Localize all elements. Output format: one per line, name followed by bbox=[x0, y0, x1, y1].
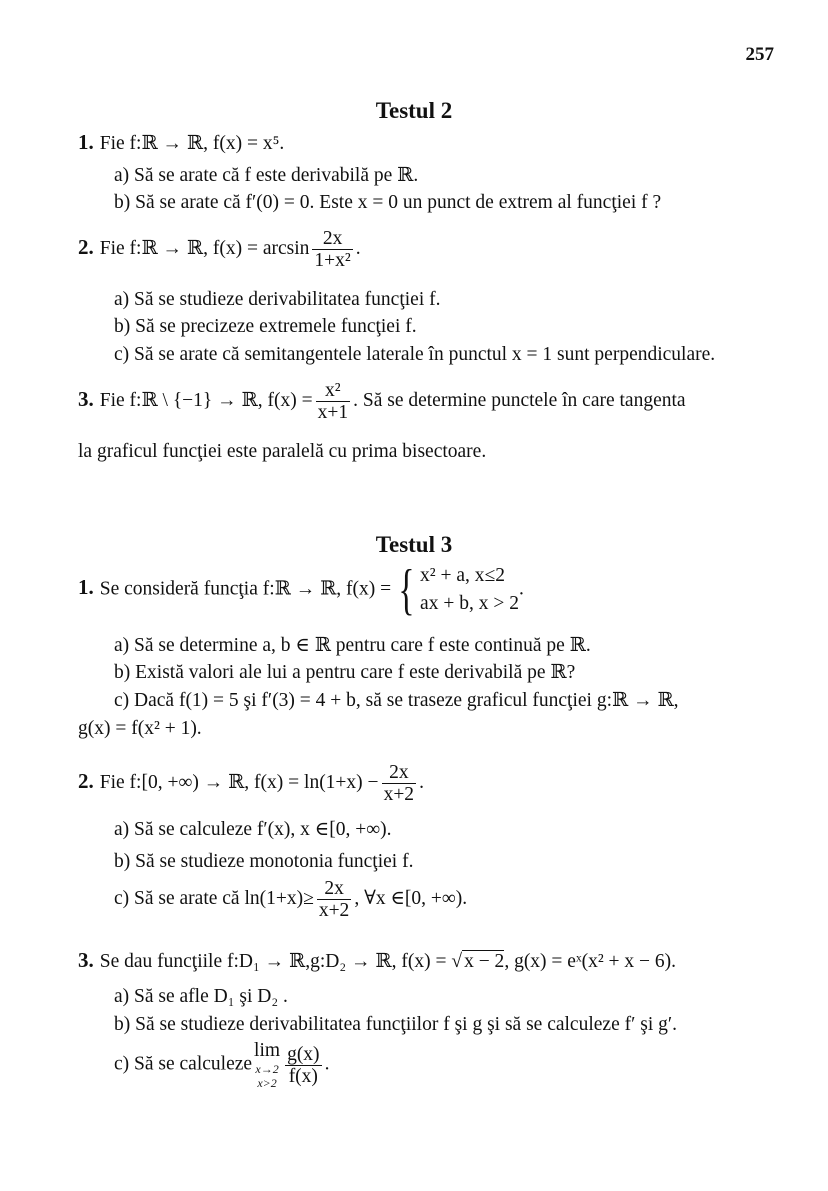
t3-p2-c-frac-numerator: 2x bbox=[317, 878, 352, 900]
t3-p1-cases bbox=[420, 562, 519, 618]
t2-p3-continuation: la graficul funcţiei este paralelă cu prima bisectoare. bbox=[78, 441, 487, 462]
t2-p3-frac-numerator: x² bbox=[316, 380, 351, 402]
page-number: 257 bbox=[745, 44, 774, 65]
t3-p2-text-post: . bbox=[419, 771, 424, 793]
t2-p2-frac-denominator: 1+x² bbox=[314, 250, 351, 271]
t3-p3-c-fraction bbox=[285, 1044, 322, 1087]
t3-p1-text-pre: Se consideră funcţia f:ℝ → ℝ, f(x) = bbox=[99, 578, 392, 600]
t3-p3-lim-sub2: x>2 bbox=[257, 1076, 277, 1090]
t3-p3-text-pre: Se dau funcţiile f:D₁ → ℝ,g:D₂ → ℝ, f(x) = bbox=[99, 951, 447, 972]
t3-p1-text-post: . bbox=[518, 578, 524, 600]
t2-p2-text-pre: Fie f:ℝ → ℝ, f(x) = arcsin bbox=[99, 237, 310, 259]
t3-p3-part-c bbox=[114, 1040, 329, 1090]
t3-p3-lim-sub1: x→2 bbox=[255, 1062, 279, 1076]
t3-p1-number: 1. bbox=[78, 575, 94, 600]
t3-p3-part-a: a) Să se afle D₁ şi D₂ . bbox=[114, 986, 288, 1007]
t3-p3-text-post: , g(x) = eˣ(x² + x − 6). bbox=[504, 951, 677, 972]
test3-title: Testul 3 bbox=[375, 532, 453, 557]
t3-p3-part-b: b) Să se studieze derivabilitatea funcţiilor f şi g şi să se calculeze f′ şi g′. bbox=[114, 1014, 678, 1035]
t3-problem1-statement bbox=[78, 559, 524, 621]
t3-p2-c-fraction bbox=[317, 878, 352, 921]
t2-p2-number: 2. bbox=[78, 234, 94, 259]
t2-p1-text: Fie f:ℝ → ℝ, f(x) = x⁵. bbox=[99, 133, 285, 154]
t2-p1-part-a: a) Să se arate că f este derivabilă pe ℝ. bbox=[114, 165, 419, 186]
t3-p3-c-text-pre: c) Să se calculeze bbox=[114, 1053, 253, 1075]
t3-p3-c-text-post: . bbox=[324, 1053, 330, 1075]
left-brace-icon: { bbox=[398, 559, 415, 621]
t3-p2-c-text-post: , ∀x ∈[0, +∞). bbox=[354, 887, 468, 909]
t3-p1-part-c: c) Dacă f(1) = 5 şi f′(3) = 4 + b, să se traseze graficul funcţiei g:ℝ → ℝ, bbox=[114, 690, 679, 711]
t2-p3-number: 3. bbox=[78, 386, 94, 411]
t2-p1-number: 1. bbox=[78, 130, 94, 154]
t3-p2-fraction bbox=[382, 762, 417, 805]
t3-p2-part-b: b) Să se studieze monotonia funcţiei f. bbox=[114, 851, 414, 872]
t3-p2-part-c bbox=[114, 878, 467, 921]
t3-p1-case1: x² + a, x≤2 bbox=[420, 565, 505, 586]
t3-p2-text-pre: Fie f:[0, +∞) → ℝ, f(x) = ln(1+x) − bbox=[99, 771, 379, 793]
t2-problem1-statement bbox=[78, 130, 284, 156]
t3-p1-case2: ax + b, x > 2 bbox=[420, 593, 519, 614]
t2-problem3-statement bbox=[78, 380, 686, 423]
t3-p2-c-text-pre: c) Să se arate că ln(1+x)≥ bbox=[114, 887, 314, 909]
t2-p1-part-b: b) Să se arate că f′(0) = 0. Este x = 0 un punct de extrem al funcţiei f ? bbox=[114, 192, 662, 213]
t2-p2-part-c: c) Să se arate că semitangentele laterale în punctul x = 1 sunt perpendiculare. bbox=[114, 344, 716, 365]
t3-p3-c-frac-numerator: g(x) bbox=[287, 1043, 320, 1065]
t3-p2-part-a: a) Să se calculeze f′(x), x ∈[0, +∞). bbox=[114, 819, 392, 840]
t3-p3-c-frac-denominator: f(x) bbox=[288, 1065, 318, 1087]
t3-problem3-statement bbox=[78, 948, 676, 974]
t2-p3-text-post: . Să se determine punctele în care tangenta bbox=[353, 389, 686, 411]
t2-p2-frac-numerator: 2x bbox=[312, 228, 352, 250]
t2-p2-text-post: . bbox=[355, 237, 361, 259]
t3-p1-part-a: a) Să se determine a, b ∈ ℝ pentru care f este continuă pe ℝ. bbox=[114, 635, 591, 656]
t3-p3-number: 3. bbox=[78, 948, 94, 972]
t2-p3-text-pre: Fie f:ℝ \ {−1} → ℝ, f(x) = bbox=[99, 389, 313, 411]
t3-p3-lim-word: lim bbox=[254, 1040, 281, 1061]
t2-problem2-statement bbox=[78, 228, 361, 271]
t3-p2-frac-denominator: x+2 bbox=[383, 784, 415, 805]
t3-p3-sqrt-content: x − 2 bbox=[464, 951, 505, 972]
test2-title: Testul 2 bbox=[375, 98, 453, 123]
t2-p3-frac-denominator: x+1 bbox=[317, 402, 349, 423]
t2-p2-part-b: b) Să se precizeze extremele funcţiei f. bbox=[114, 316, 417, 337]
t2-p3-fraction bbox=[316, 380, 351, 423]
t3-problem2-statement bbox=[78, 762, 424, 805]
t3-p3-limit bbox=[254, 1040, 280, 1090]
t3-p1-part-c-continuation: g(x) = f(x² + 1). bbox=[78, 718, 202, 739]
t3-p1-part-b: b) Există valori ale lui a pentru care f este derivabilă pe ℝ? bbox=[114, 662, 576, 683]
t3-p2-frac-numerator: 2x bbox=[382, 762, 417, 784]
t2-p2-fraction bbox=[312, 228, 352, 271]
sqrt-radical-icon: √ bbox=[451, 951, 463, 972]
t2-p2-part-a: a) Să se studieze derivabilitatea funcţiei f. bbox=[114, 289, 441, 310]
t3-p2-number: 2. bbox=[78, 768, 94, 793]
t3-p2-c-frac-denominator: x+2 bbox=[318, 900, 350, 921]
